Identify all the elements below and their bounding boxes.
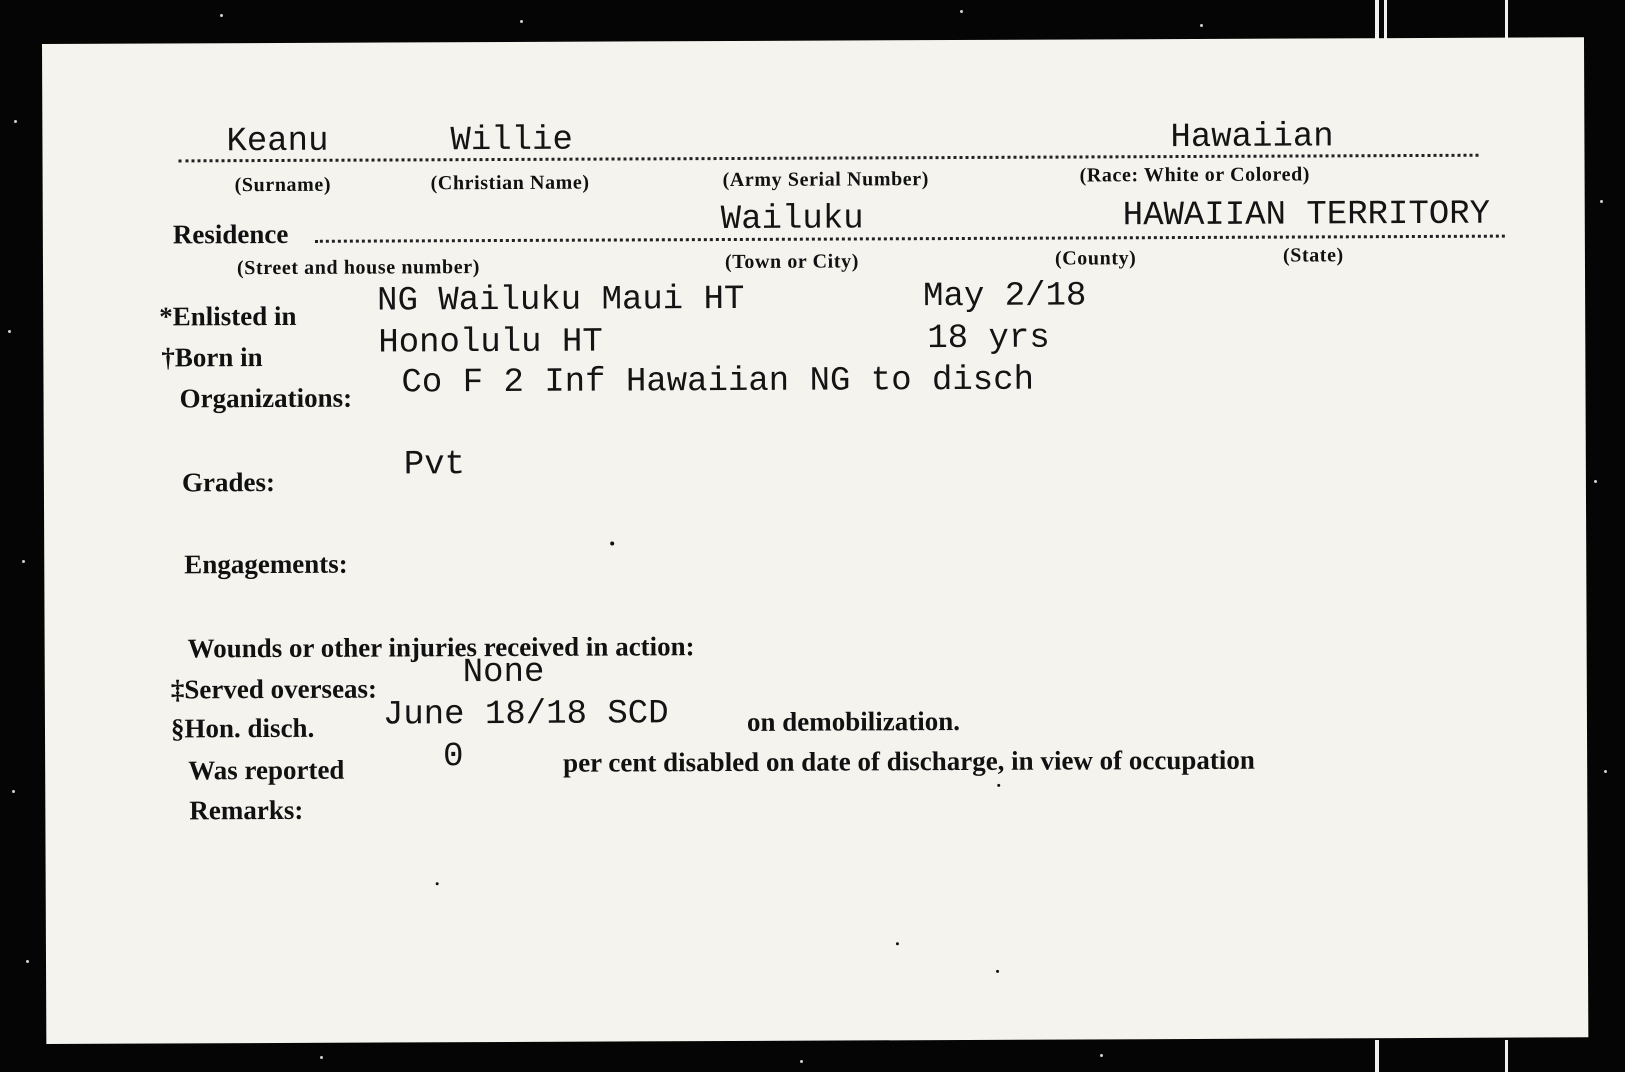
served-overseas-value: None [462, 653, 545, 693]
ink-speck [436, 882, 439, 885]
residence-label: Residence [172, 218, 289, 250]
served-overseas-label: ‡Served overseas: [170, 673, 378, 705]
ink-speck [996, 970, 999, 973]
disability-suffix: per cent disabled on date of discharge, in view of occupation [563, 744, 1255, 778]
scan-noise [22, 560, 25, 563]
film-edge-mark [1505, 1040, 1508, 1072]
ink-speck [610, 542, 614, 546]
organizations-label: Organizations: [179, 382, 353, 414]
enlisted-place-value: NG Wailuku Maui HT [377, 280, 745, 321]
ink-speck [997, 784, 1000, 787]
scan-noise [12, 790, 15, 793]
scan-noise [960, 10, 963, 13]
scan-noise [320, 1056, 323, 1059]
scan-noise [1200, 24, 1203, 27]
grades-label: Grades: [181, 466, 275, 498]
town-value: Wailuku [720, 200, 864, 240]
film-edge-mark [1375, 0, 1379, 40]
scan-noise [8, 330, 11, 333]
surname-value: Keanu [226, 122, 329, 162]
scan-noise [14, 120, 17, 123]
born-place-value: Honolulu HT [378, 323, 603, 363]
grades-value: Pvt [403, 446, 466, 485]
remarks-label: Remarks: [189, 794, 304, 826]
christian-name-value: Willie [450, 121, 573, 161]
race-caption: (Race: White or Colored) [1079, 163, 1311, 187]
wounds-label: Wounds or other injuries received in action: [187, 631, 695, 664]
film-edge-mark [1384, 0, 1387, 40]
enlisted-label: *Enlisted in [159, 300, 297, 332]
scan-noise [26, 960, 29, 963]
residence-dotted-line [315, 235, 1505, 243]
scan-noise [800, 1060, 803, 1063]
state-caption: (State) [1282, 244, 1344, 267]
engagements-label: Engagements: [184, 548, 348, 580]
ink-speck [896, 942, 899, 945]
county-caption: (County) [1054, 247, 1137, 270]
organizations-value: Co F 2 Inf Hawaiian NG to disch [401, 361, 1035, 403]
race-value: Hawaiian [1170, 118, 1334, 158]
hon-disch-suffix: on demobilization. [746, 706, 961, 737]
was-reported-label: Was reported [188, 754, 345, 786]
index-card [42, 37, 1588, 1044]
scan-noise [1100, 1054, 1103, 1057]
town-caption: (Town or City) [724, 250, 859, 274]
surname-caption: (Surname) [234, 173, 332, 197]
hon-disch-label: §Hon. disch. [170, 712, 315, 744]
army-serial-caption: (Army Serial Number) [722, 168, 930, 192]
hon-disch-value: June 18/18 SCD [382, 695, 669, 735]
film-edge-mark [1375, 1040, 1379, 1072]
born-age-value: 18 yrs [927, 319, 1050, 359]
street-caption: (Street and house number) [236, 256, 480, 280]
scan-noise [1600, 200, 1603, 203]
disability-percent-value: 0 [443, 738, 464, 777]
born-label: †Born in [161, 342, 263, 373]
enlisted-date-value: May 2/18 [923, 277, 1087, 317]
state-value: HAWAIIAN TERRITORY [1122, 195, 1491, 236]
scan-noise [520, 20, 523, 23]
scan-noise [220, 14, 223, 17]
scan-noise [1594, 480, 1597, 483]
scan-noise [1604, 770, 1607, 773]
christian-name-caption: (Christian Name) [430, 171, 590, 195]
